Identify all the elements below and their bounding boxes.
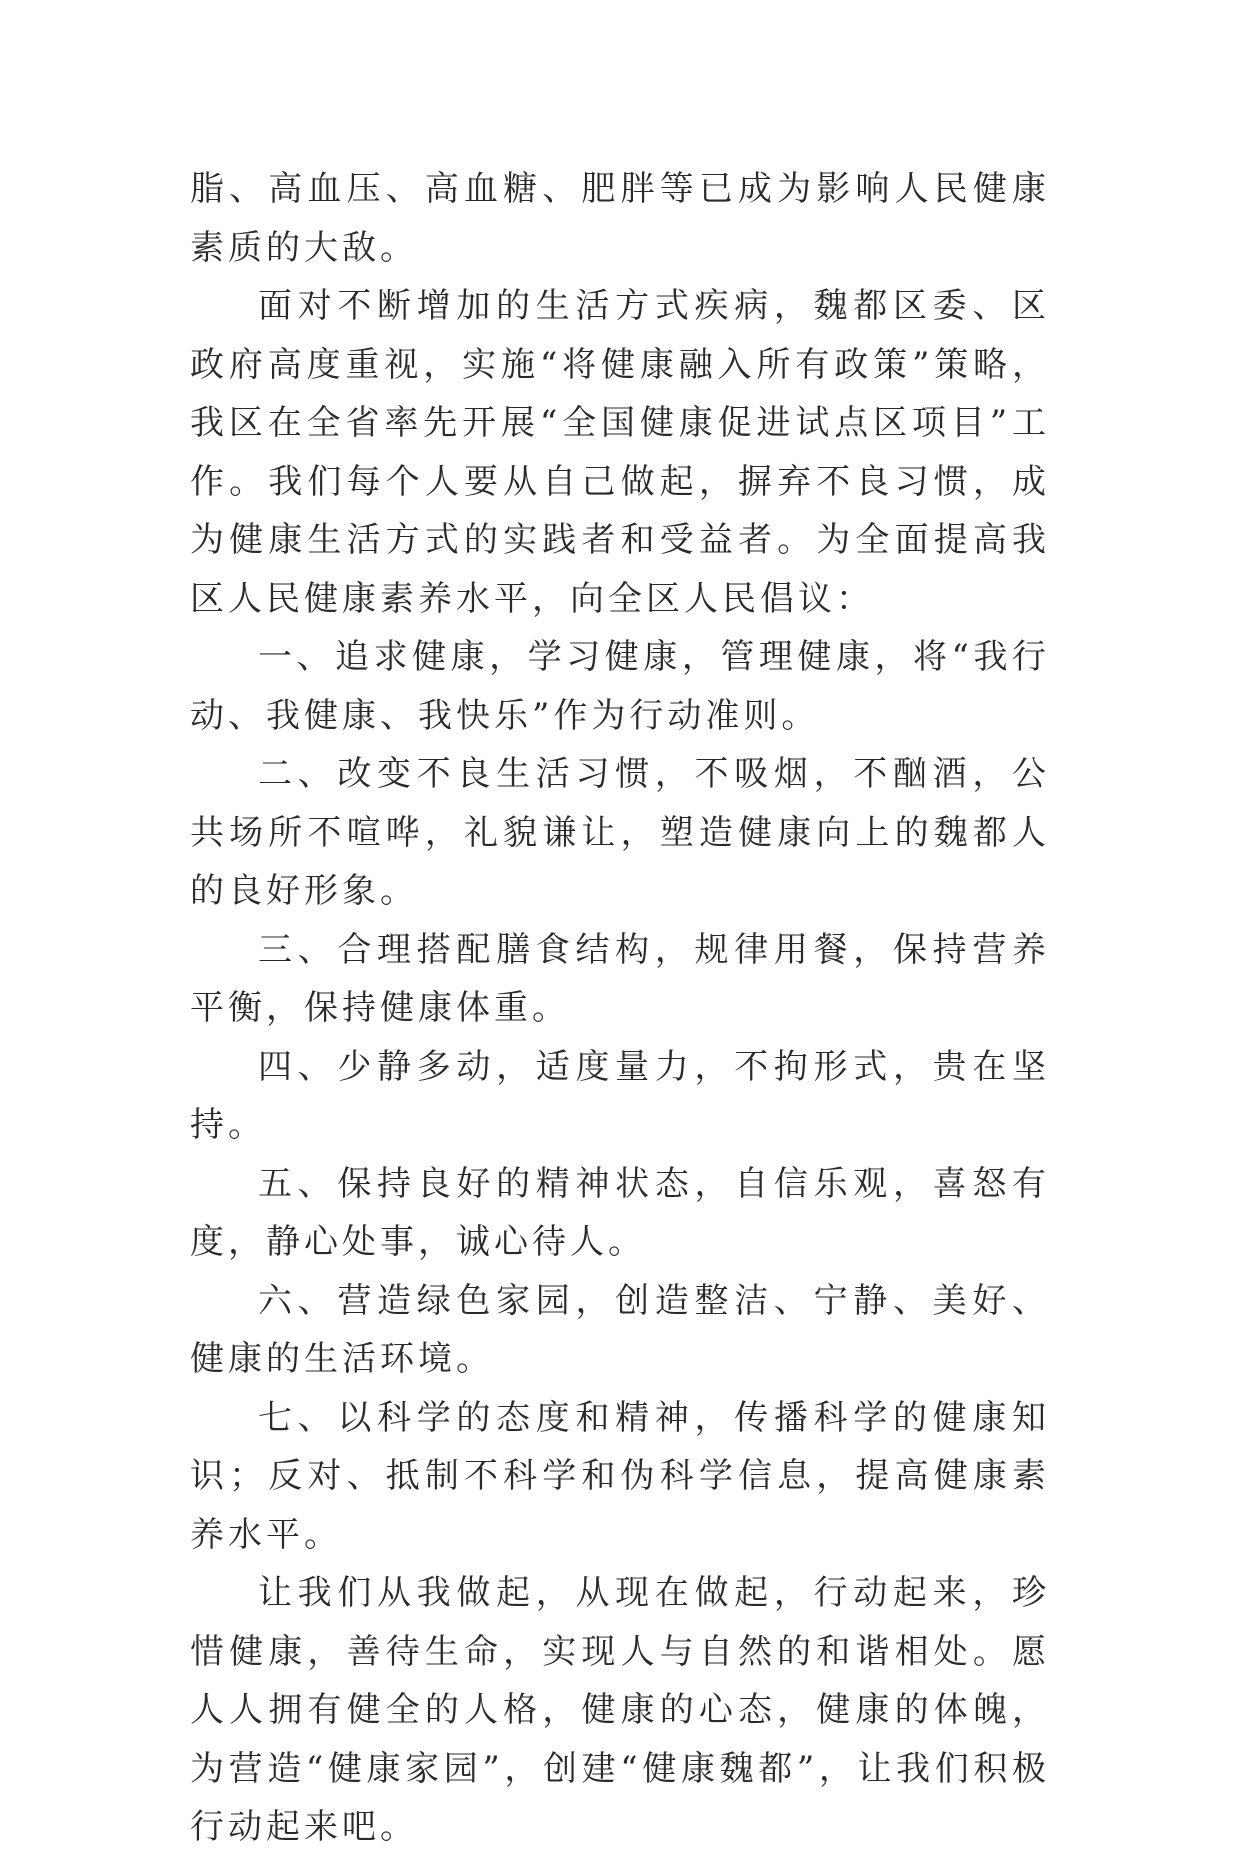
paragraph-item-2: 二、改变不良生活习惯，不吸烟，不酗酒，公共场所不喧哗，礼貌谦让，塑造健康向上的魏都人的良好形象。 [190,754,1050,911]
paragraph-item-5: 五、保持良好的精神状态，自信乐观，喜怒有度，静心处事，诚心待人。 [190,1163,1050,1262]
paragraph-item-7: 七、以科学的态度和精神，传播科学的健康知识；反对、抵制不科学和伪科学信息，提高健康素养水平。 [190,1397,1050,1555]
paragraph-closing: 让我们从我做起，从现在做起，行动起来，珍惜健康，善待生命，实现人与自然的和谐相处。愿人人拥有健全的人格，健康的心态，健康的体魄，为营造“健康家园”，创建“健康魏都”，让我们积极行动起来吧。 [190,1573,1050,1847]
paragraph-item-6: 六、营造绿色家园，创造整洁、宁静、美好、健康的生活环境。 [190,1280,1050,1379]
paragraph-intro: 面对不断增加的生活方式疾病，魏都区委、区政府高度重视，实施“将健康融入所有政策”策略，我区在全省率先开展“全国健康促进试点区项目”工作。我们每个人要从自己做起，摒弃不良习惯，成为健康生活方式的实践者和受益者。为全面提高我区人民健康素养水平，向全区人民倡议： [190,286,1050,619]
paragraph-item-4: 四、少静多动，适度量力，不拘形式，贵在坚持。 [190,1046,1050,1145]
paragraph-continuation: 脂、高血压、高血糖、肥胖等已成为影响人民健康素质的大敌。 [190,169,1050,268]
paragraph-item-1: 一、追求健康，学习健康，管理健康，将“我行动、我健康、我快乐”作为行动准则。 [190,637,1050,736]
document-page [190,160,1050,1857]
paragraph-item-3: 三、合理搭配膳食结构，规律用餐，保持营养平衡，保持健康体重。 [190,929,1050,1028]
